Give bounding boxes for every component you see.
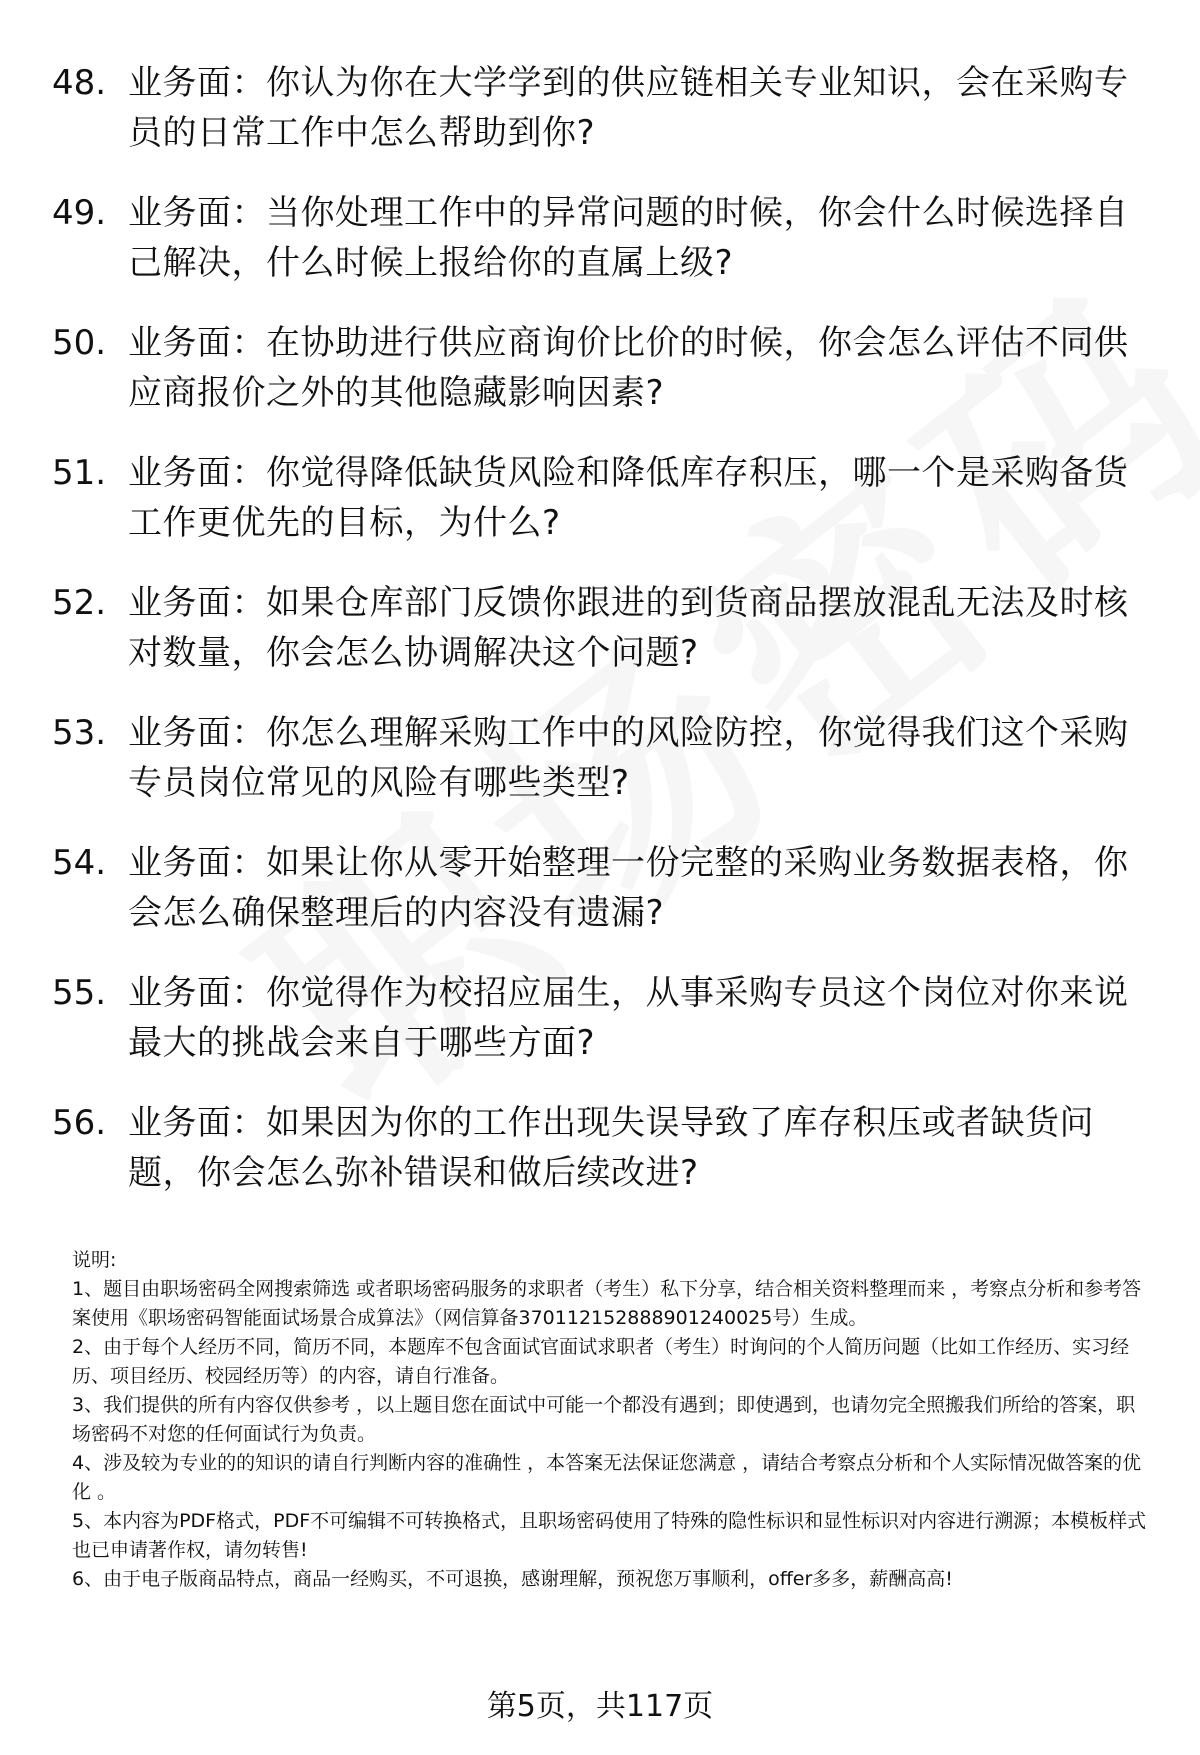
question-item xyxy=(52,838,1152,968)
question-item xyxy=(52,318,1152,448)
note-item: 6、由于电子版商品特点，商品一经购买，不可退换，感谢理解，预祝您万事顺利，offer多多，薪酬高高! xyxy=(72,1568,953,1590)
question-text: 业务面：你怎么理解采购工作中的风险防控，你觉得我们这个采购专员岗位常见的风险有哪些类型? xyxy=(128,713,1129,803)
question-number: 53. xyxy=(52,713,107,753)
notes-section xyxy=(72,1246,1152,1594)
question-item xyxy=(52,188,1152,318)
question-text: 业务面：你认为你在大学学到的供应链相关专业知识，会在采购专员的日常工作中怎么帮助到你? xyxy=(128,63,1129,153)
question-number: 52. xyxy=(52,583,107,623)
question-number: 55. xyxy=(52,973,107,1013)
question-item xyxy=(52,448,1152,578)
question-text: 业务面：如果因为你的工作出现失误导致了库存积压或者缺货问题，你会怎么弥补错误和做后续改进? xyxy=(128,1103,1094,1193)
question-text: 业务面：在协助进行供应商询价比价的时候，你会怎么评估不同供应商报价之外的其他隐藏影响因素? xyxy=(128,323,1129,413)
page-number: 第5页，共117页 xyxy=(486,1689,714,1724)
question-number: 50. xyxy=(52,323,107,363)
question-number: 48. xyxy=(52,63,107,103)
question-text: 业务面：如果仓库部门反馈你跟进的到货商品摆放混乱无法及时核对数量，你会怎么协调解决这个问题? xyxy=(128,583,1129,673)
question-number: 49. xyxy=(52,193,107,233)
question-item xyxy=(52,58,1152,188)
question-text: 业务面：你觉得降低缺货风险和降低库存积压，哪一个是采购备货工作更优先的目标，为什么? xyxy=(128,453,1129,543)
note-item: 3、我们提供的所有内容仅供参考 ，以上题目您在面试中可能一个都没有遇到；即使遇到，也请勿完全照搬我们所给的答案，职场密码不对您的任何面试行为负责。 xyxy=(72,1394,1136,1445)
notes-heading: 说明: xyxy=(72,1249,117,1271)
question-item xyxy=(52,708,1152,838)
question-item xyxy=(52,968,1152,1098)
note-item: 2、由于每个人经历不同，简历不同，本题库不包含面试官面试求职者（考生）时询问的个人简历问题（比如工作经历、实习经历、项目经历、校园经历等）的内容，请自行准备。 xyxy=(72,1336,1130,1387)
question-list xyxy=(52,58,1152,1228)
note-item: 1、题目由职场密码全网搜索筛选 或者职场密码服务的求职者（考生）私下分享，结合相关资料整理而来 ，考察点分析和参考答案使用《职场密码智能面试场景合成算法》（网信算备370112152888901240025号）生成。 xyxy=(72,1278,1142,1329)
question-item xyxy=(52,578,1152,708)
question-item xyxy=(52,1098,1152,1228)
note-item: 4、涉及较为专业的的知识的请自行判断内容的准确性 ，本答案无法保证您满意 ，请结合考察点分析和个人实际情况做答案的优化 。 xyxy=(72,1452,1142,1503)
question-text: 业务面：当你处理工作中的异常问题的时候，你会什么时候选择自己解决，什么时候上报给你的直属上级? xyxy=(128,193,1129,283)
question-text: 业务面：如果让你从零开始整理一份完整的采购业务数据表格，你会怎么确保整理后的内容没有遗漏? xyxy=(128,843,1129,933)
question-number: 54. xyxy=(52,843,107,883)
note-item: 5、本内容为PDF格式，PDF不可编辑不可转换格式，且职场密码使用了特殊的隐性标识和显性标识对内容进行溯源；本模板样式也已申请著作权，请勿转售! xyxy=(72,1510,1147,1561)
question-number: 51. xyxy=(52,453,107,493)
question-text: 业务面：你觉得作为校招应届生，从事采购专员这个岗位对你来说最大的挑战会来自于哪些方面? xyxy=(128,973,1129,1063)
question-number: 56. xyxy=(52,1103,107,1143)
